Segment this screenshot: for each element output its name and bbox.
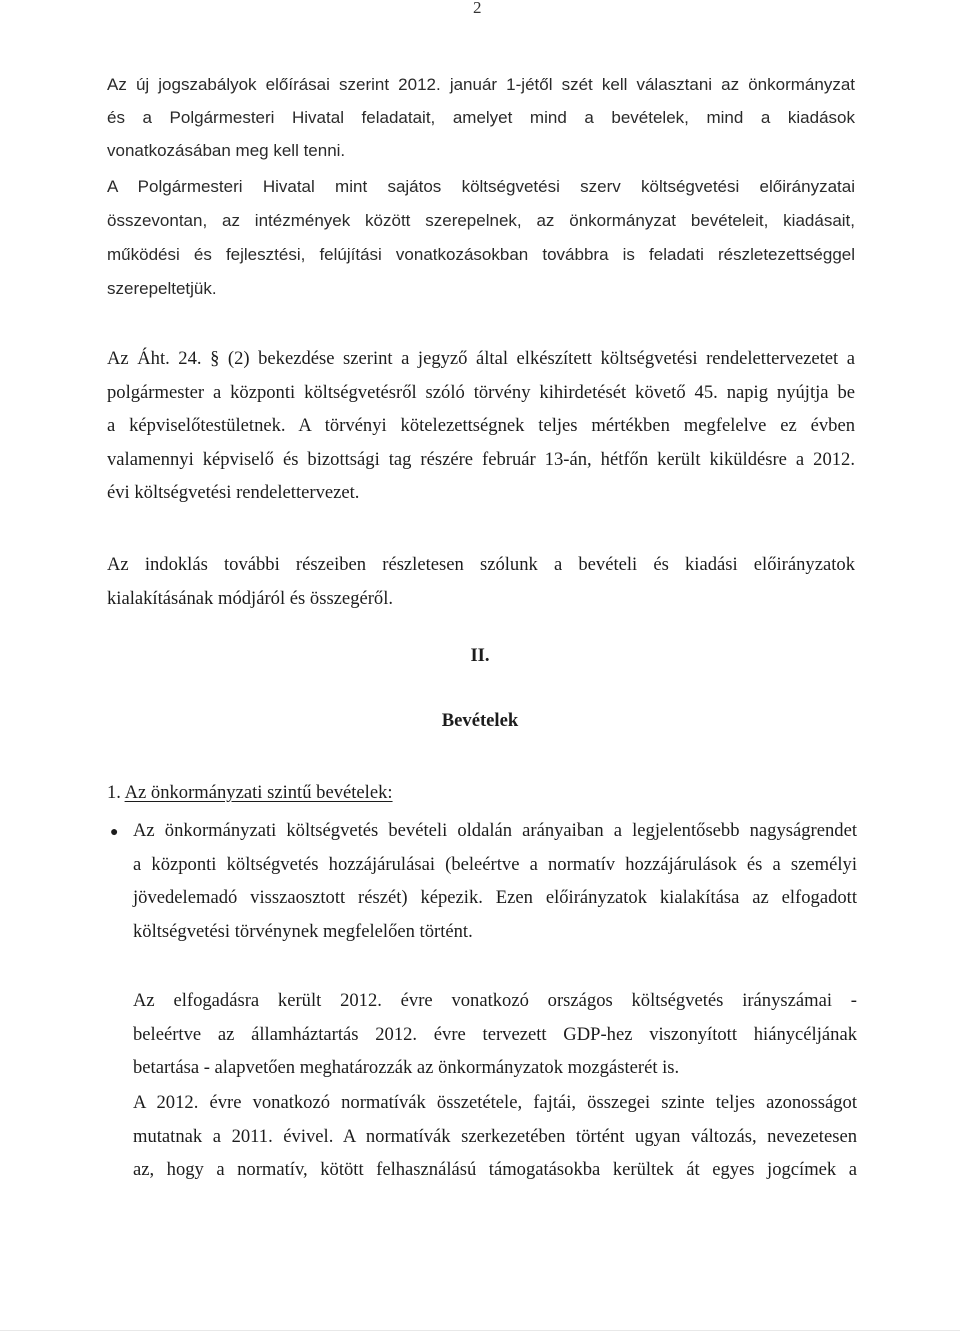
text-line: Az elfogadásra került 2012. évre vonatkozó országos költségvetés irányszámai -: [133, 990, 857, 1011]
paragraph-2: [107, 170, 855, 306]
paragraph-5: [133, 814, 857, 948]
text-line: polgármester a központi költségvetésről szóló törvény kihirdetését követő 45. napig nyújtja be: [107, 381, 855, 403]
item-number: 1.: [107, 782, 121, 803]
text-line: az, hogy a normatív, kötött felhasználású támogatásokba kerültek át egyes jogcímek a: [133, 1159, 857, 1180]
text-line: mutatnak a 2011. évivel. A normatívák szerkezetében történt ugyan változás, nevezetesen: [133, 1125, 857, 1147]
text-line: évi költségvetési rendelettervezet.: [107, 482, 360, 503]
paragraph-6: [133, 984, 857, 1085]
text-line: A Polgármesteri Hivatal mint sajátos költségvetési szerv költségvetési előirányzatai: [107, 177, 855, 196]
text-line: Az indoklás további részeiben részletesen szólunk a bevételi és kiadási előirányzatok: [107, 554, 855, 575]
text-line: és a Polgármesteri Hivatal feladatait, amelyet mind a bevételek, mind a kiadások: [107, 108, 855, 127]
text-line: jövedelemadó visszaosztott részét) képezik. Ezen előirányzatok kialakítása az elfogadott: [133, 887, 857, 908]
text-line: a központi költségvetés hozzájárulásai (beleértve a normatív hozzájárulások és a személyi: [133, 853, 857, 875]
paragraph-3: [107, 342, 855, 510]
text-line: összevontan, az intézmények között szerepelnek, az önkormányzat bevételeit, kiadásait,: [107, 211, 855, 230]
text-line: valamennyi képviselő és bizottsági tag részére február 13-án, hétfőn került kiküldésre a 2012.: [107, 448, 855, 470]
text-line: a képviselőtestületnek. A törvényi kötelezettségnek teljes mértékben megfelelve ez évben: [107, 415, 855, 436]
text-line: A 2012. évre vonatkozó normatívák összetétele, fajtái, összegei szinte teljes azonosságot: [133, 1092, 857, 1113]
item-1-heading: [107, 778, 393, 808]
text-line: kialakításának módjáról és összegéről.: [107, 587, 394, 609]
bullet-icon: ●: [110, 825, 119, 840]
text-line: beleértve az államháztartás 2012. évre tervezett GDP-hez viszonyított hiánycéljának: [133, 1023, 857, 1045]
text-line: betartása - alapvetően meghatározzák az önkormányzatok mozgásterét is.: [133, 1057, 680, 1078]
text-line: Az önkormányzati költségvetés bevételi oldalán arányaiban a legjelentősebb nagyságrendet: [133, 820, 857, 841]
paragraph-4: [107, 548, 855, 615]
item-title: Az önkormányzati szintű bevételek:: [124, 782, 393, 803]
text-line: működési és fejlesztési, felújítási vonatkozásokban továbbra is feladati részletezettséggel: [107, 245, 855, 264]
page-edge-divider: [0, 1330, 960, 1331]
page-number: 2: [473, 0, 482, 17]
text-line: szerepeltetjük.: [107, 279, 217, 298]
text-line: költségvetési törvénynek megfelelően történt.: [133, 920, 473, 942]
paragraph-7: [133, 1086, 857, 1187]
paragraph-1: [107, 68, 855, 167]
text-line: Az Áht. 24. § (2) bekezdése szerint a jegyző által elkészített költségvetési rendelettervezetet a: [107, 348, 855, 369]
text-line: Az új jogszabályok előírásai szerint 2012. január 1-jétől szét kell választani az önkormányzat: [107, 75, 855, 94]
text-line: vonatkozásában meg kell tenni.: [107, 141, 346, 160]
section-title: Bevételek: [441, 710, 519, 731]
section-number: II.: [470, 645, 490, 666]
